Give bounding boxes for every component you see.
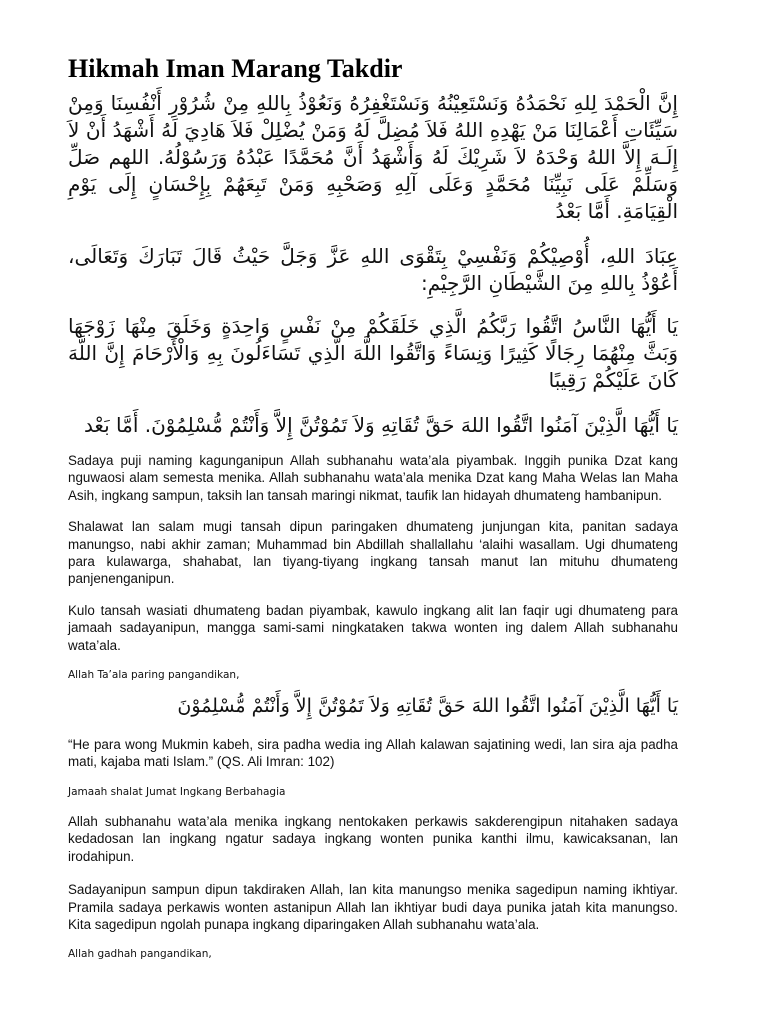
verse-translation: “He para wong Mukmin kabeh, sira padha wedia ing Allah kalawan sajatining wedi, lan sira aja padha mati, kajaba mati Islam.” (QS. Ali Imran: 102) [68,737,678,770]
quote-intro-2: Allah gadhah pangandikan, [68,948,212,961]
paragraph-takdir-2: Sadayanipun sampun dipun takdiraken Allah, lan kita manungso menika sagedipun naming ikhtiyar. Pramila sadaya perkawis wonten astanipun Allah lan ikhtiyar budi daya punika jatah kita manungso. Kita sagedipun ngolah punapa ingkang diparingaken Allah subhanahu wata’ala. [68,882,678,932]
paragraph-wasiat: Kulo tansah wasiati dhumateng badan piyambak, kawulo ingkang alit lan faqir ugi dhumateng para jamaah sadayanipun, mangga sami-sami ningkataken takwa wonten ing dalem Allah subhanahu wata’ala. [68,602,678,653]
paragraph-praise: Sadaya puji naming kagunganipun Allah subhanahu wata’ala piyambak. Inggih punika Dzat kang nguwaosi alam semesta menika. Allah subhanahu wata’ala menika Dzat kang Maha Welas lan Maha Asih, ingkang sampun, taksih lan tansah maringi nikmat, taufik lan hidayah dhumateng hambanipun. [68,453,678,503]
arabic-alimran-verse: يَا أَيُّهَا الَّذِيْنَ آمَنُوا اتَّقُوا اللهَ حَقَّ تُقَاتِهِ وَلاَ تَمُوْتُنَّ إِلاَّ وَأَنْتُمْ مُّسْلِمُوْنَ. أَمَّا بَعْد [83,413,678,437]
congregation-greeting: Jamaah shalat Jumat Ingkang Berbahagia [68,785,286,798]
paragraph-shalawat: Shalawat lan salam mugi tansah dipun paringaken dhumateng junjungan kita, panitan sadaya manungso, nabi akhir zaman; Muhammad bin Abdillah shallallahu ‘alaihi wasallam. Ugi dhumateng para kulawarga, shahabat, lan tiyang-tiyang ingkang tansah manut lan mituhu dhumateng panjenenganipun. [68,519,678,587]
quote-intro: Allah Ta’ala paring pangandikan, [68,669,240,682]
arabic-opening-text: إِنَّ الْحَمْدَ لِلهِ نَحْمَدُهُ وَنَسْتَعِيْنُهُ وَنَسْتَغْفِرُهُ وَنَعُوْذُ بِاللهِ مِنْ شُرُوْرِ أَنْفُسِنَا وَمِنْ سَيِّئَاتِ أَعْمَالِنَا مَنْ يَهْدِهِ اللهُ فَلاَ مُضِلَّ لَهُ وَمَنْ يُضْلِلْ فَلاَ هَادِيَ لَهُ أَشْهَدُ أَنْ لاَ إِلَـهَ إِلاَّ اللهُ وَحْدَهُ لاَ شَرِيْكَ لَهُ وَأَشْهَدُ أَنَّ مُحَمَّدًا عَبْدُهُ وَرَسُوْلُهُ. اللهم صَلِّ وَسَلِّمْ عَلَى نَبِيِّنَا مُحَمَّدٍ وَعَلَى آلِهِ وَصَحْبِهِ وَمَنْ تَبِعَهُمْ بِإِحْسَانٍ إِلَى يَوْمِ الْقِيَامَةِ. أَمَّا بَعْدُ [68,91,678,223]
arabic-annisa-verse: يَا أَيُّهَا النَّاسُ اتَّقُوا رَبَّكُمُ الَّذِي خَلَقَكُمْ مِنْ نَفْسٍ وَاحِدَةٍ وَخَلَقَ مِنْهَا زَوْجَهَا وَبَثَّ مِنْهُمَا رِجَالًا كَثِيرًا وَنِسَاءً وَاتَّقُوا اللَّهَ الَّذِي تَسَاءَلُونَ بِهِ وَالْأَرْحَامَ إِنَّ اللَّهَ كَانَ عَلَيْكُمْ رَقِيبًا [68,314,678,392]
arabic-quote-verse: يَا أَيُّهَا الَّذِيْنَ آمَنُوا اتَّقُوا اللهَ حَقَّ تُقَاتِهِ وَلاَ تَمُوْتُنَّ إِلاَّ وَأَنْتُمْ مُّسْلِمُوْنَ [177,695,678,718]
arabic-wasiat-text: عِبَادَ اللهِ، أُوْصِيْكُمْ وَنَفْسِيْ بِتَقْوَى اللهِ عَزَّ وَجَلَّ حَيْثُ قَالَ تَبَارَكَ وَتَعَالَى، أَعُوْذُ بِاللهِ مِنَ الشَّيْطَانِ الرَّجِيْمِ: [68,244,678,295]
document-page [68,52,678,961]
paragraph-takdir-1: Allah subhanahu wata’ala menika ingkang nentokaken perkawis sakderengipun nitahaken sadaya kedadosan lan ingkang ngatur sadaya ingkang wonten punika kanthi ilmu, kawicaksanan, lan irodahipun. [68,813,678,864]
document-title: Hikmah Iman Marang Takdir [68,54,403,83]
